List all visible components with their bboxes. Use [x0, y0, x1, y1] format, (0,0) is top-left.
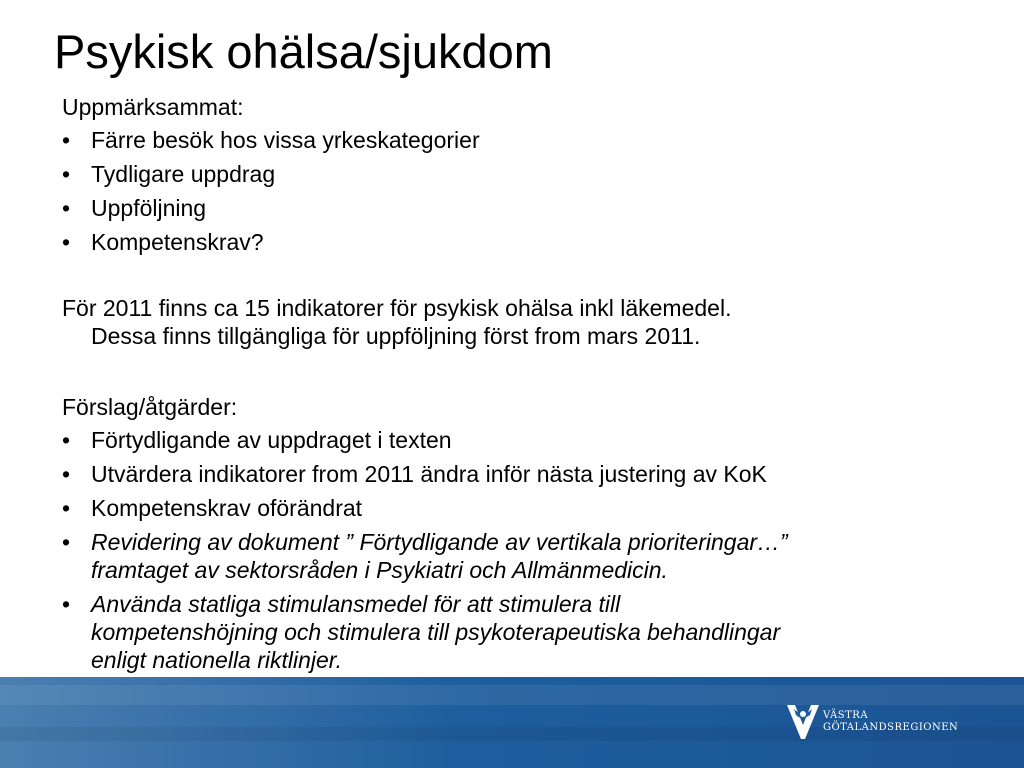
list-item-text	[91, 590, 780, 674]
logo-line-1: VÄSTRA	[823, 710, 869, 721]
bullet: •	[62, 127, 71, 153]
list-item-text: Tydligare uppdrag	[91, 161, 276, 187]
vgr-logo-text	[823, 710, 958, 734]
bullet: •	[62, 161, 71, 187]
list-item-line: Använda statliga stimulansmedel för att stimulera till	[91, 591, 621, 617]
list-item-text: Utvärdera indikatorer from 2011 ändra inför nästa justering av KoK	[91, 461, 767, 487]
logo-line-2: GÖTALANDSREGIONEN	[823, 722, 959, 733]
list-item-text	[91, 528, 788, 584]
paragraph-line-2: Dessa finns tillgängliga för uppföljning först from mars 2011.	[91, 323, 701, 349]
list-item-text: Kompetenskrav?	[91, 229, 264, 255]
bullet: •	[62, 195, 71, 221]
footer-stripe	[0, 685, 1024, 705]
list-item-line: enligt nationella riktlinjer.	[91, 647, 343, 673]
section-heading-noticed: Uppmärksammat:	[62, 94, 244, 120]
list-item-text: Uppföljning	[91, 195, 207, 221]
bullet: •	[62, 529, 71, 555]
bullet: •	[62, 495, 71, 521]
indicator-paragraph	[62, 294, 731, 350]
slide-title: Psykisk ohälsa/sjukdom	[54, 25, 553, 78]
paragraph-line-1: För 2011 finns ca 15 indikatorer för psykisk ohälsa inkl läkemedel.	[62, 295, 732, 321]
list-item-text: Förtydligande av uppdraget i texten	[91, 427, 452, 453]
bullet: •	[62, 461, 71, 487]
list-item-line: kompetenshöjning och stimulera till psykoterapeutiska behandlingar	[91, 619, 781, 645]
vgr-logo-icon	[786, 703, 820, 743]
list-item-text: Kompetenskrav oförändrat	[91, 495, 363, 521]
list-item-line: framtaget av sektorsråden i Psykiatri och Allmänmedicin.	[91, 557, 668, 583]
list-item-line: Revidering av dokument ” Förtydligande av vertikala prioriteringar…”	[91, 529, 788, 555]
list-item-text: Färre besök hos vissa yrkeskategorier	[91, 127, 480, 153]
bullet: •	[62, 591, 71, 617]
bullet: •	[62, 229, 71, 255]
bullet: •	[62, 427, 71, 453]
section-heading-proposals: Förslag/åtgärder:	[62, 394, 238, 420]
